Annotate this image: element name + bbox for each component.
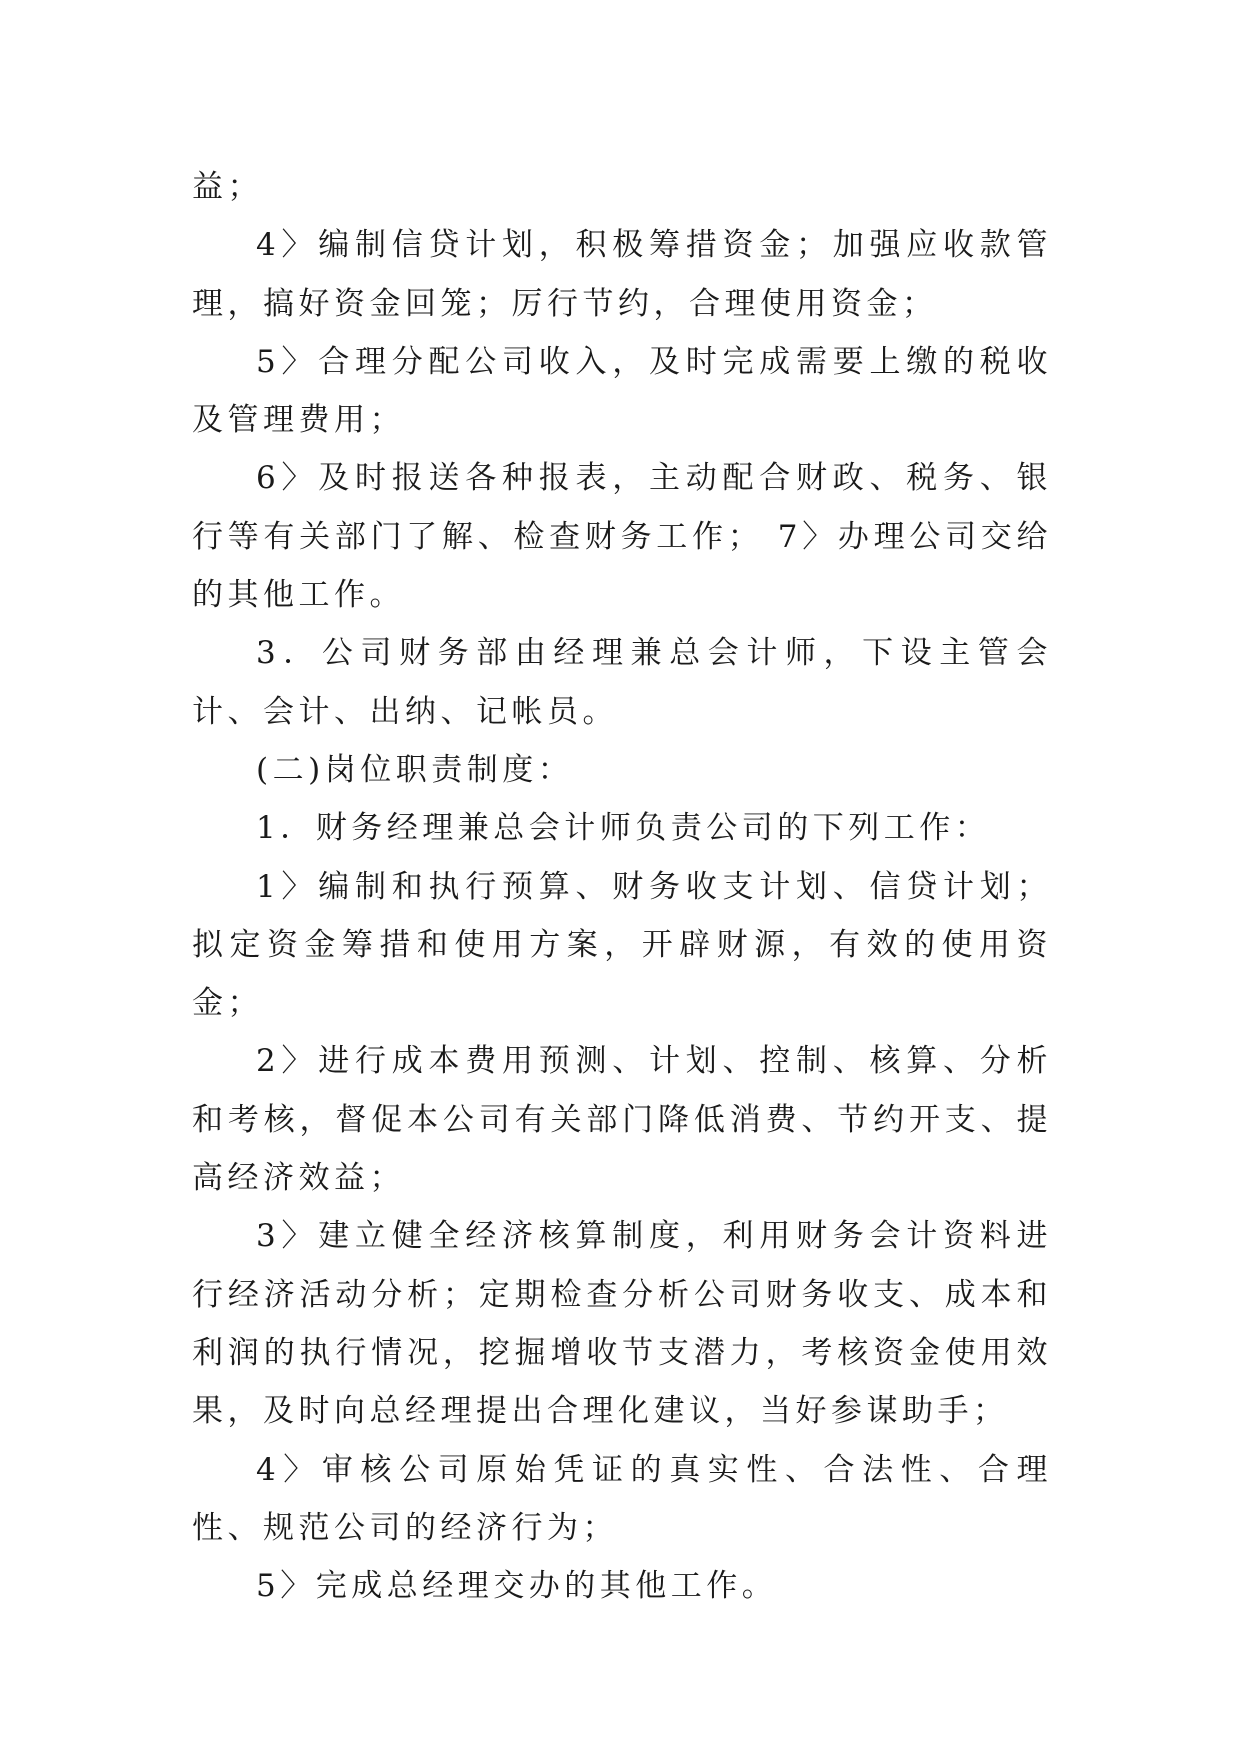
paragraph-continuation: 益； bbox=[192, 169, 263, 205]
paragraph-duty-2-cost-control: 2〉进行成本费用预测、计划、控制、核算、分析和考核，督促本公司有关部门降低消费、节约开支、提高经济效益； bbox=[192, 1043, 1052, 1197]
paragraph-duty-1-budget: 1〉编制和执行预算、财务收支计划、信贷计划；拟定资金筹措和使用方案，开辟财源，有效的使用资金； bbox=[192, 868, 1052, 1022]
document-body bbox=[192, 158, 1052, 1615]
paragraph-duty-4-audit: 4〉审核公司原始凭证的真实性、合法性、合理性、规范公司的经济行为； bbox=[192, 1451, 1052, 1546]
paragraph-section-3-staffing: 3．公司财务部由经理兼总会计师，下设主管会计、会计、出纳、记帐员。 bbox=[192, 635, 1052, 730]
paragraph-duty-5-other: 5〉完成总经理交办的其他工作。 bbox=[256, 1568, 778, 1605]
paragraph-section-1-manager-duties: 1．财务经理兼总会计师负责公司的下列工作： bbox=[256, 810, 991, 847]
paragraph-item-5-revenue-allocation: 5〉合理分配公司收入，及时完成需要上缴的税收及管理费用； bbox=[192, 343, 1052, 439]
paragraph-item-4-credit-plan: 4〉编制信贷计划，积极筹措资金；加强应收款管理，搞好资金回笼；厉行节约，合理使用资金； bbox=[192, 227, 1052, 322]
paragraph-item-6-7-reports: 6〉及时报送各种报表，主动配合财政、税务、银行等有关部门了解、检查财务工作； 7〉办理公司交给的其他工作。 bbox=[192, 460, 1052, 614]
paragraph-duty-3-accounting-system: 3〉建立健全经济核算制度，利用财务会计资料进行经济活动分析；定期检查分析公司财务收支、成本和利润的执行情况，挖掘增收节支潜力，考核资金使用效果，及时向总经理提出合理化建议，当好参谋助手； bbox=[192, 1218, 1052, 1430]
section-heading-job-duties: (二)岗位职责制度： bbox=[256, 751, 574, 788]
